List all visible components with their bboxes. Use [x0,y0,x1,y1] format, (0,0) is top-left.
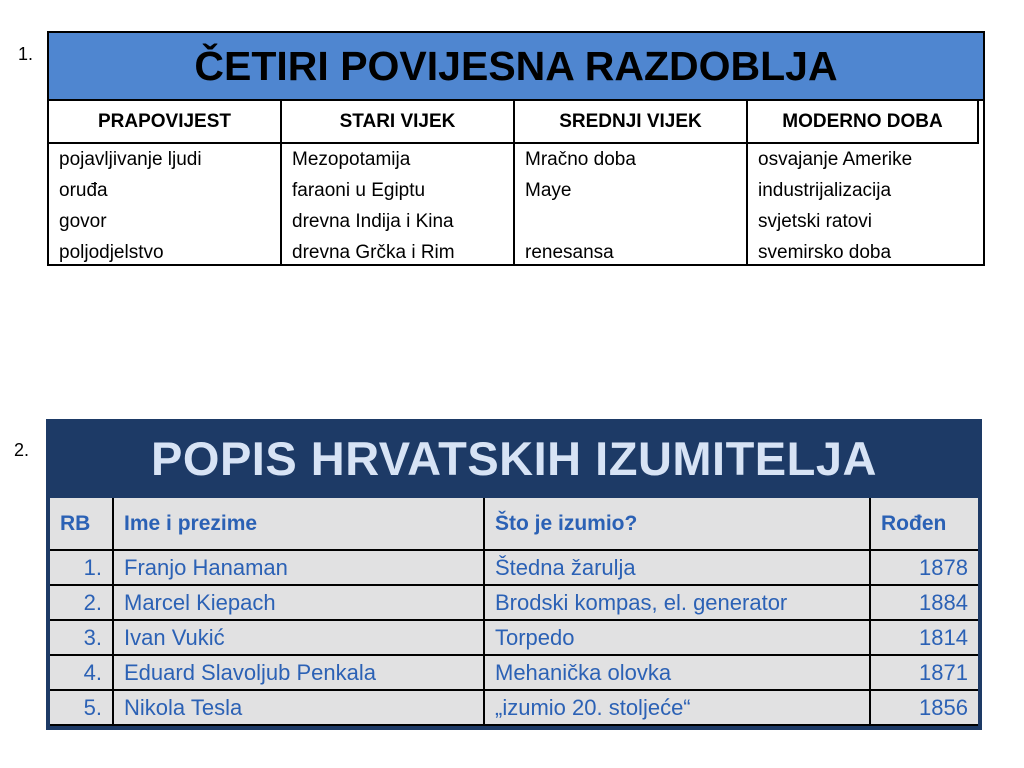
header-rb: RB [50,498,114,551]
period-item: Mezopotamija [292,149,411,170]
period-item: Mračno doba [525,149,636,170]
period-items-cell [515,144,748,264]
invention: Brodski kompas, el. generator [485,586,871,621]
period-item: svjetski ratovi [758,211,873,232]
periods-table [47,31,985,266]
header-born: Rođen [871,498,978,551]
periods-table-title: ČETIRI POVIJESNA RAZDOBLJA [49,33,983,101]
birth-year: 1878 [871,551,978,586]
row-number: 3. [50,621,114,656]
inventor-name: Marcel Kiepach [114,586,485,621]
section-number-1: 1. [18,44,34,64]
row-number: 5. [50,691,114,726]
period-item: faraoni u Egiptu [292,180,426,201]
invention: „izumio 20. stoljeće“ [485,691,871,726]
period-item: industrijalizacija [758,180,892,201]
birth-year: 1871 [871,656,978,691]
birth-year: 1884 [871,586,978,621]
inventor-name: Franjo Hanaman [114,551,485,586]
period-item: renesansa [525,242,614,263]
invention: Mehanička olovka [485,656,871,691]
period-item [525,210,736,241]
inventors-table [46,419,982,730]
period-item: osvajanje Amerike [758,149,913,170]
birth-year: 1814 [871,621,978,656]
header-invention: Što je izumio? [485,498,871,551]
inventor-name: Eduard Slavoljub Penkala [114,656,485,691]
inventor-name: Nikola Tesla [114,691,485,726]
row-number: 1. [50,551,114,586]
column-heading: MODERNO DOBA [748,101,979,144]
header-name: Ime i prezime [114,498,485,551]
inventor-name: Ivan Vukić [114,621,485,656]
period-items-cell [49,144,282,264]
period-item: govor [59,211,107,232]
invention: Štedna žarulja [485,551,871,586]
period-item: drevna Grčka i Rim [292,242,455,263]
period-items-cell [748,144,979,264]
period-item: pojavljivanje ljudi [59,149,202,170]
column-heading: PRAPOVIJEST [49,101,282,144]
column-heading: STARI VIJEK [282,101,515,144]
row-number: 2. [50,586,114,621]
inventors-grid [50,498,978,726]
invention: Torpedo [485,621,871,656]
period-item: drevna Indija i Kina [292,211,454,232]
row-number: 4. [50,656,114,691]
inventors-table-title: POPIS HRVATSKIH IZUMITELJA [151,432,877,485]
period-item: Maye [525,180,572,201]
period-item: poljodjelstvo [59,242,164,263]
period-item: svemirsko doba [758,242,892,263]
birth-year: 1856 [871,691,978,726]
periods-table-body [49,101,983,264]
column-heading: SREDNJI VIJEK [515,101,748,144]
period-item: oruđa [59,180,108,201]
period-items-cell [282,144,515,264]
section-number-2: 2. [14,440,30,460]
